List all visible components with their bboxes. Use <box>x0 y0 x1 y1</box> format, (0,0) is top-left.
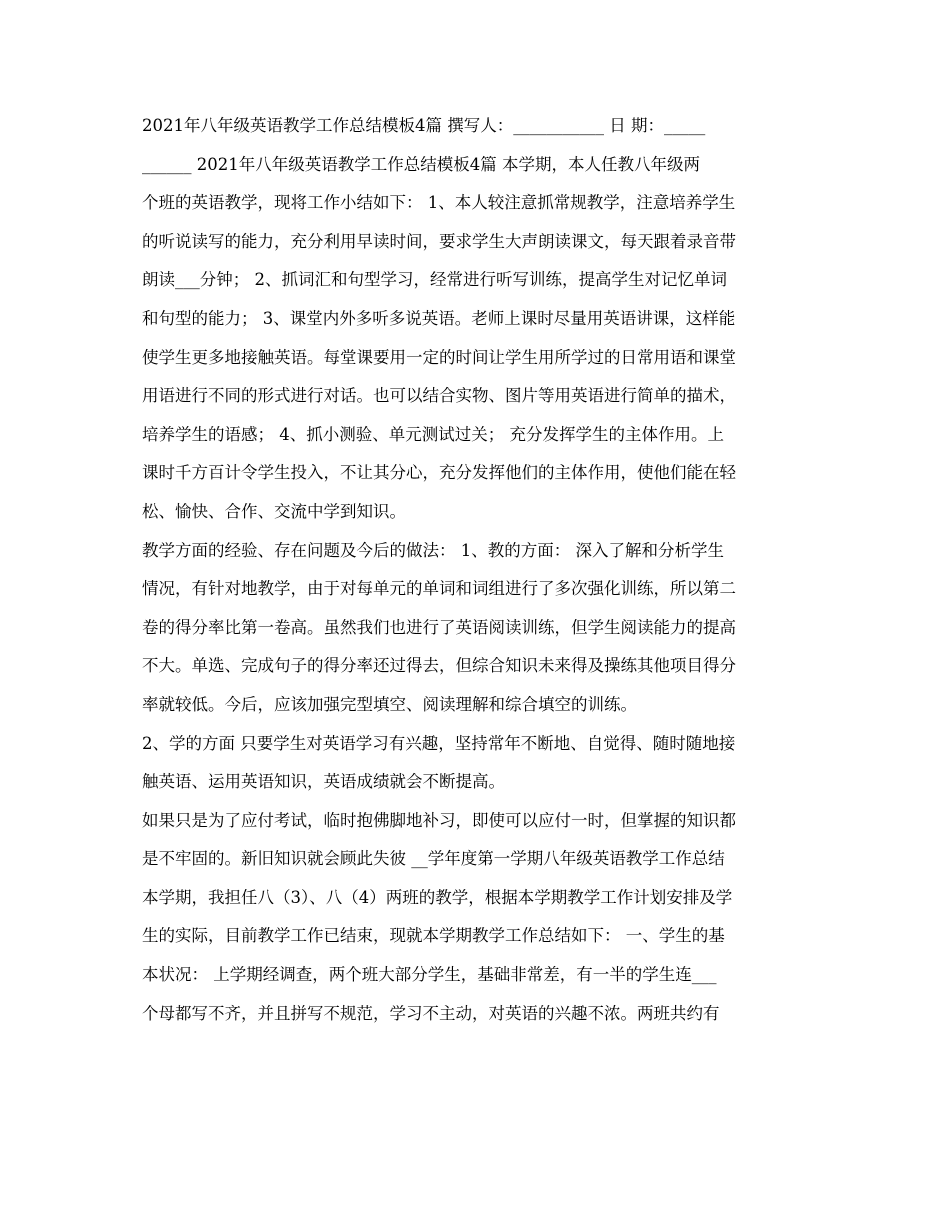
text-line: 教学方面的经验、存在问题及今后的做法： 1、教的方面： 深入了解和分析学生 <box>142 540 724 560</box>
text-line: 是不牢固的。新旧知识就会顾此失彼 __学年度第一学期八年级英语教学工作总结 <box>142 849 725 869</box>
text-line: 2、学的方面 只要学生对英语学习有兴趣，坚持常年不断地、自觉得、随时随地接 <box>142 733 736 753</box>
text-line: 个母都写不齐，并且拼写不规范，学习不主动，对英语的兴趣不浓。两班共约有 <box>142 1003 720 1023</box>
text-line: 率就较低。今后，应该加强完型填空、阅读理解和综合填空的训练。 <box>142 694 637 714</box>
text-line: 个班的英语教学，现将工作小结如下： 1、本人较注意抓常规教学，注意培养学生 <box>142 193 736 213</box>
text-line: 本学期，我担任八（3）、八（4）两班的教学，根据本学期教学工作计划安排及学 <box>142 887 733 907</box>
text-line: ______ 2021年八年级英语教学工作总结模板4篇 本学期，本人任教八年级两 <box>142 154 700 174</box>
text-line: 用语进行不同的形式进行对话。也可以结合实物、图片等用英语进行简单的描术， <box>142 386 736 406</box>
text-line: 课时千方百计令学生投入，不让其分心，充分发挥他们的主体作用，使他们能在轻 <box>142 463 736 483</box>
text-line: 2021年八年级英语教学工作总结模板4篇 撰写人：___________ 日 期：_____ <box>142 116 706 135</box>
text-line: 生的实际，目前教学工作已结束，现就本学期教学工作总结如下： 一、学生的基 <box>142 926 725 946</box>
text-line: 如果只是为了应付考试，临时抱佛脚地补习，即使可以应付一时，但掌握的知识都 <box>142 810 736 830</box>
text-line: 不大。单选、完成句子的得分率还过得去，但综合知识未来得及操练其他项目得分 <box>142 656 736 676</box>
text-line: 使学生更多地接触英语。每堂课要用一定的时间让学生用所学过的日常用语和课堂 <box>142 347 736 367</box>
text-line: 朗读___分钟； 2、抓词汇和句型学习，经常进行听写训练，提高学生对记忆单词 <box>142 270 727 290</box>
text-line: 培养学生的语感； 4、抓小测验、单元测试过关； 充分发挥学生的主体作用。上 <box>142 424 724 444</box>
text-line: 情况，有针对地教学，由于对每单元的单词和词组进行了多次强化训练，所以第二 <box>142 579 736 599</box>
text-line: 本状况： 上学期经调查，两个班大部分学生，基础非常差，有一半的学生连___ <box>142 965 717 985</box>
text-line: 和句型的能力； 3、课堂内外多听多说英语。老师上课时尽量用英语讲课，这样能 <box>142 308 736 328</box>
text-line: 触英语、运用英语知识，英语成绩就会不断提高。 <box>142 772 505 792</box>
document-body <box>142 107 810 1033</box>
text-line: 卷的得分率比第一卷高。虽然我们也进行了英语阅读训练，但学生阅读能力的提高 <box>142 617 736 637</box>
text-line: 松、愉快、合作、交流中学到知识。 <box>142 501 406 521</box>
text-line: 的听说读写的能力，充分利用早读时间，要求学生大声朗读课文，每天跟着录音带 <box>142 231 736 251</box>
